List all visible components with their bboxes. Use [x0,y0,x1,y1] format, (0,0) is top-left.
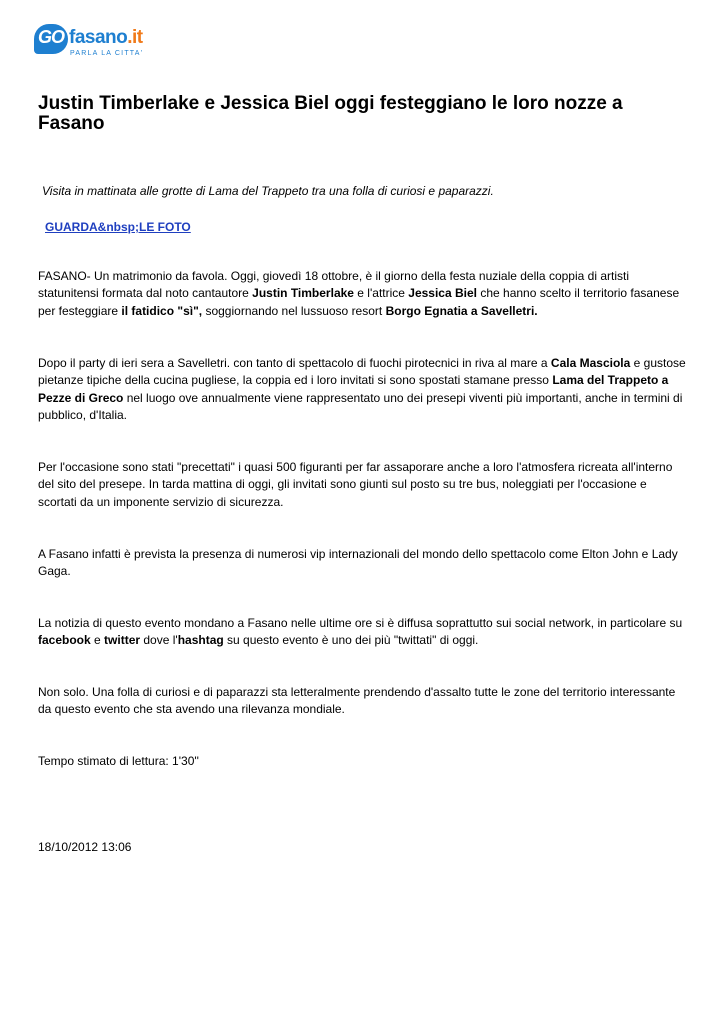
bold-text-run: facebook [38,633,91,648]
article-paragraph-5 [38,615,686,650]
logo-go-text: GO [37,27,64,47]
bold-text-run: hashtag [177,633,224,648]
article-paragraph-2 [38,355,686,424]
bold-text-run: Borgo Egnatia a Savelletri. [385,303,538,318]
article-timestamp: 18/10/2012 13:06 [38,840,132,854]
text-run: dove l' [140,633,178,648]
text-run: soggiornando nel lussuoso resort [202,303,386,318]
bold-text-run: il fatidico "sì", [121,303,203,318]
text-run: FASANO- Un matrimonio da favola. Oggi, giovedì 18 ottobre, è il giorno della festa nuziale della coppia di artisti statunitensi formata dal noto cantautore [38,269,629,301]
text-run: e gustose pietanze tipiche della cucina pugliese, la coppia ed i loro invitati si sono spostati stamane presso [38,356,686,388]
text-run: e l'attrice [353,286,409,301]
text-run: su questo evento è uno dei più "twittati" di oggi. [223,633,479,648]
article-paragraph-3 [38,459,686,511]
bold-text-run: Lama del Trappeto a Pezze di Greco [38,373,669,405]
article-paragraph-7 [38,753,686,770]
article-paragraph-4 [38,546,686,581]
logo-brand-tld: .it [127,27,143,48]
text-run: A Fasano infatti è prevista la presenza di numerosi vip internazionali del mondo dello spettacolo come Elton John e Lady Gaga. [38,547,678,579]
logo-tagline: PARLA LA CITTA' [70,50,144,57]
article-paragraph-1 [38,268,686,320]
site-logo[interactable] [34,24,174,60]
bold-text-run: Justin Timberlake [252,286,354,301]
article-paragraph-6 [38,684,686,719]
logo-brand-name: fasano [69,27,128,48]
text-run: Dopo il party di ieri sera a Savelletri. con tanto di spettacolo di fuochi pirotecnici in riva al mare a [38,356,551,370]
article-title: Justin Timberlake e Jessica Biel oggi festeggiano le loro nozze a Fasano [38,93,623,134]
text-run: Per l'occasione sono stati "precettati" i quasi 500 figuranti per far assaporare anche a loro l'atmosfera ricreata all'interno del sito del presepe. In tarda mattina di oggi, gli invitati sono giunti sul posto su tre bus, noleggiati per l'occasione e scortati da un imponente servizio di sicurezza. [38,460,673,509]
bold-text-run: twitter [104,633,141,648]
text-run: Non solo. Una folla di curiosi e di paparazzi sta letteralmente prendendo d'assalto tutte le zone del territorio interessante da questo evento che sta avendo una rilevanza mondiale. [38,685,676,717]
text-run: nel luogo ove annualmente viene rappresentato uno dei presepi viventi più importanti, anche in termini di pubblico, d'Italia. [38,390,683,422]
view-photos-link[interactable]: GUARDA&nbsp;LE FOTO [45,220,191,234]
text-run: e [90,633,105,648]
text-run: La notizia di questo evento mondano a Fasano nelle ultime ore si è diffusa soprattutto sui social network, in particolare su [38,616,683,630]
logo-brand [69,27,143,49]
bold-text-run: Cala Masciola [550,356,631,370]
article-subtitle: Visita in mattinata alle grotte di Lama del Trappeto tra una folla di curiosi e paparazzi. [42,184,494,198]
text-run: che hanno scelto il territorio fasanese per festeggiare [38,286,680,318]
bold-text-run: Jessica Biel [408,286,477,301]
text-run: Tempo stimato di lettura: 1'30'' [38,754,199,768]
